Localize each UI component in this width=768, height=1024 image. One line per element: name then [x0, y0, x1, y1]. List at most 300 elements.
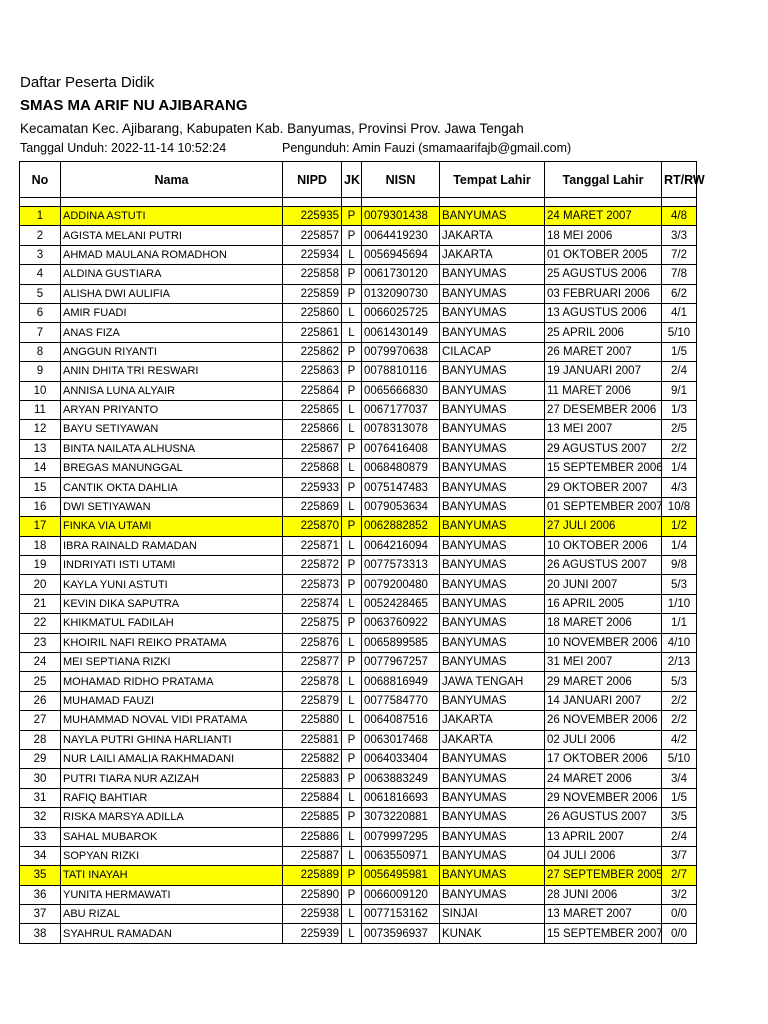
- cell-nama: IBRA RAINALD RAMADAN: [61, 536, 283, 555]
- table-row: [20, 362, 697, 381]
- cell-tanggal-lahir: 27 DESEMBER 2006: [545, 400, 662, 419]
- cell-tanggal-lahir: 24 MARET 2006: [545, 769, 662, 788]
- cell-nipd: 225880: [283, 711, 342, 730]
- cell-no: 28: [20, 730, 61, 749]
- cell-nipd: 225882: [283, 749, 342, 768]
- cell-nama: ANNISA LUNA ALYAIR: [61, 381, 283, 400]
- cell-nipd: 225867: [283, 439, 342, 458]
- cell-jk: L: [342, 497, 362, 516]
- cell-tanggal-lahir: 10 OKTOBER 2006: [545, 536, 662, 555]
- cell-no: 31: [20, 788, 61, 807]
- cell-nama: ALDINA GUSTIARA: [61, 265, 283, 284]
- cell-rt-rw: 0/0: [662, 905, 697, 924]
- cell-jk: P: [342, 885, 362, 904]
- cell-nisn: 0079997295: [362, 827, 440, 846]
- cell-tempat-lahir: CILACAP: [440, 342, 545, 361]
- cell-nama: DWI SETIYAWAN: [61, 497, 283, 516]
- cell-tanggal-lahir: 29 OKTOBER 2007: [545, 478, 662, 497]
- cell-nipd: 225887: [283, 846, 342, 865]
- cell-nisn: 0077153162: [362, 905, 440, 924]
- cell-rt-rw: 2/5: [662, 420, 697, 439]
- cell-tanggal-lahir: 01 OKTOBER 2005: [545, 245, 662, 264]
- cell-nipd: 225859: [283, 284, 342, 303]
- cell-nama: MOHAMAD RIDHO PRATAMA: [61, 672, 283, 691]
- cell-nama: MEI SEPTIANA RIZKI: [61, 652, 283, 671]
- cell-jk: P: [342, 614, 362, 633]
- table-row: [20, 614, 697, 633]
- cell-no: 14: [20, 459, 61, 478]
- cell-nama: MUHAMAD FAUZI: [61, 691, 283, 710]
- cell-jk: L: [342, 536, 362, 555]
- cell-no: 22: [20, 614, 61, 633]
- cell-rt-rw: 5/3: [662, 575, 697, 594]
- cell-nipd: 225860: [283, 303, 342, 322]
- cell-nama: RISKA MARSYA ADILLA: [61, 808, 283, 827]
- cell-tanggal-lahir: 24 MARET 2007: [545, 207, 662, 226]
- cell-jk: P: [342, 362, 362, 381]
- col-header-jk: JK: [342, 162, 362, 198]
- table-row: [20, 459, 697, 478]
- cell-no: 4: [20, 265, 61, 284]
- cell-tanggal-lahir: 26 NOVEMBER 2006: [545, 711, 662, 730]
- cell-nipd: 225933: [283, 478, 342, 497]
- cell-tempat-lahir: BANYUMAS: [440, 788, 545, 807]
- cell-tempat-lahir: BANYUMAS: [440, 420, 545, 439]
- cell-nama: TATI INAYAH: [61, 866, 283, 885]
- cell-jk: P: [342, 749, 362, 768]
- cell-no: 37: [20, 905, 61, 924]
- cell-rt-rw: 0/0: [662, 924, 697, 943]
- cell-rt-rw: 4/1: [662, 303, 697, 322]
- cell-nipd: 225939: [283, 924, 342, 943]
- table-row: [20, 769, 697, 788]
- cell-rt-rw: 6/2: [662, 284, 697, 303]
- page-title: Daftar Peserta Didik: [20, 74, 155, 91]
- cell-tanggal-lahir: 26 AGUSTUS 2007: [545, 556, 662, 575]
- cell-tempat-lahir: BANYUMAS: [440, 459, 545, 478]
- cell-nama: SYAHRUL RAMADAN: [61, 924, 283, 943]
- cell-nama: SAHAL MUBAROK: [61, 827, 283, 846]
- table-row: [20, 827, 697, 846]
- spacer-row: [20, 198, 697, 207]
- cell-nama: KHOIRIL NAFI REIKO PRATAMA: [61, 633, 283, 652]
- cell-nama: AMIR FUADI: [61, 303, 283, 322]
- cell-nisn: 0065899585: [362, 633, 440, 652]
- table-row: [20, 342, 697, 361]
- cell-nama: RAFIQ BAHTIAR: [61, 788, 283, 807]
- cell-tempat-lahir: BANYUMAS: [440, 633, 545, 652]
- table-row: [20, 711, 697, 730]
- cell-jk: L: [342, 924, 362, 943]
- cell-rt-rw: 5/10: [662, 749, 697, 768]
- cell-nama: AGISTA MELANI PUTRI: [61, 226, 283, 245]
- col-header-tempat-lahir: Tempat Lahir: [440, 162, 545, 198]
- cell-tempat-lahir: BANYUMAS: [440, 749, 545, 768]
- cell-jk: P: [342, 207, 362, 226]
- cell-tempat-lahir: BANYUMAS: [440, 323, 545, 342]
- cell-nipd: 225885: [283, 808, 342, 827]
- cell-jk: L: [342, 245, 362, 264]
- table-row: [20, 788, 697, 807]
- cell-rt-rw: 1/5: [662, 342, 697, 361]
- cell-nisn: 0132090730: [362, 284, 440, 303]
- cell-rt-rw: 2/13: [662, 652, 697, 671]
- table-row: [20, 226, 697, 245]
- cell-rt-rw: 4/3: [662, 478, 697, 497]
- col-header-nisn: NISN: [362, 162, 440, 198]
- cell-rt-rw: 3/2: [662, 885, 697, 904]
- cell-jk: L: [342, 303, 362, 322]
- cell-tanggal-lahir: 26 AGUSTUS 2007: [545, 808, 662, 827]
- cell-nama: PUTRI TIARA NUR AZIZAH: [61, 769, 283, 788]
- cell-tanggal-lahir: 03 FEBRUARI 2006: [545, 284, 662, 303]
- cell-nipd: 225871: [283, 536, 342, 555]
- cell-no: 35: [20, 866, 61, 885]
- cell-jk: P: [342, 866, 362, 885]
- cell-nipd: 225878: [283, 672, 342, 691]
- cell-nipd: 225874: [283, 594, 342, 613]
- cell-nisn: 0076416408: [362, 439, 440, 458]
- cell-no: 3: [20, 245, 61, 264]
- cell-rt-rw: 10/8: [662, 497, 697, 516]
- cell-tanggal-lahir: 25 AGUSTUS 2006: [545, 265, 662, 284]
- table-row: [20, 672, 697, 691]
- cell-nipd: 225864: [283, 381, 342, 400]
- cell-jk: P: [342, 769, 362, 788]
- cell-nipd: 225883: [283, 769, 342, 788]
- cell-nisn: 0068816949: [362, 672, 440, 691]
- cell-tempat-lahir: BANYUMAS: [440, 691, 545, 710]
- cell-no: 33: [20, 827, 61, 846]
- table-row: [20, 633, 697, 652]
- cell-no: 25: [20, 672, 61, 691]
- cell-tanggal-lahir: 18 MARET 2006: [545, 614, 662, 633]
- cell-nipd: 225869: [283, 497, 342, 516]
- cell-jk: P: [342, 226, 362, 245]
- cell-tempat-lahir: BANYUMAS: [440, 594, 545, 613]
- cell-nipd: 225862: [283, 342, 342, 361]
- cell-no: 30: [20, 769, 61, 788]
- cell-tanggal-lahir: 11 MARET 2006: [545, 381, 662, 400]
- cell-rt-rw: 2/4: [662, 827, 697, 846]
- cell-tempat-lahir: JAKARTA: [440, 226, 545, 245]
- cell-tempat-lahir: JAKARTA: [440, 245, 545, 264]
- cell-nipd: 225938: [283, 905, 342, 924]
- cell-no: 34: [20, 846, 61, 865]
- cell-jk: P: [342, 439, 362, 458]
- cell-nipd: 225890: [283, 885, 342, 904]
- cell-nama: FINKA VIA UTAMI: [61, 517, 283, 536]
- cell-nisn: 3073220881: [362, 808, 440, 827]
- cell-tempat-lahir: JAWA TENGAH: [440, 672, 545, 691]
- cell-nipd: 225873: [283, 575, 342, 594]
- cell-nisn: 0063017468: [362, 730, 440, 749]
- cell-tanggal-lahir: 26 MARET 2007: [545, 342, 662, 361]
- cell-jk: L: [342, 711, 362, 730]
- cell-tempat-lahir: BANYUMAS: [440, 303, 545, 322]
- cell-tempat-lahir: BANYUMAS: [440, 866, 545, 885]
- cell-nisn: 0052428465: [362, 594, 440, 613]
- col-header-no: No: [20, 162, 61, 198]
- table-row: [20, 691, 697, 710]
- table-row: [20, 594, 697, 613]
- table-row: [20, 381, 697, 400]
- table-row-highlighted: [20, 866, 697, 885]
- cell-nisn: 0079970638: [362, 342, 440, 361]
- cell-jk: P: [342, 381, 362, 400]
- cell-nama: ANIN DHITA TRI RESWARI: [61, 362, 283, 381]
- table-row: [20, 323, 697, 342]
- cell-tempat-lahir: BANYUMAS: [440, 885, 545, 904]
- cell-nipd: 225858: [283, 265, 342, 284]
- cell-no: 15: [20, 478, 61, 497]
- cell-jk: L: [342, 459, 362, 478]
- table-row-highlighted: [20, 517, 697, 536]
- col-header-tanggal-lahir: Tanggal Lahir: [545, 162, 662, 198]
- cell-nisn: 0079053634: [362, 497, 440, 516]
- cell-nipd: 225886: [283, 827, 342, 846]
- table-row: [20, 575, 697, 594]
- cell-no: 8: [20, 342, 61, 361]
- download-date: Tanggal Unduh: 2022-11-14 10:52:24: [20, 141, 227, 155]
- table-row: [20, 924, 697, 943]
- cell-rt-rw: 3/4: [662, 769, 697, 788]
- cell-rt-rw: 9/8: [662, 556, 697, 575]
- cell-nama: KHIKMATUL FADILAH: [61, 614, 283, 633]
- cell-rt-rw: 3/7: [662, 846, 697, 865]
- cell-jk: P: [342, 342, 362, 361]
- cell-rt-rw: 2/2: [662, 711, 697, 730]
- cell-nama: CANTIK OKTA DAHLIA: [61, 478, 283, 497]
- cell-rt-rw: 1/3: [662, 400, 697, 419]
- cell-tanggal-lahir: 13 AGUSTUS 2006: [545, 303, 662, 322]
- table-row: [20, 265, 697, 284]
- cell-tanggal-lahir: 16 APRIL 2005: [545, 594, 662, 613]
- cell-tanggal-lahir: 13 MARET 2007: [545, 905, 662, 924]
- cell-nisn: 0063550971: [362, 846, 440, 865]
- cell-no: 36: [20, 885, 61, 904]
- cell-nama: ANAS FIZA: [61, 323, 283, 342]
- cell-nisn: 0066009120: [362, 885, 440, 904]
- cell-rt-rw: 4/8: [662, 207, 697, 226]
- cell-nisn: 0065666830: [362, 381, 440, 400]
- cell-rt-rw: 4/10: [662, 633, 697, 652]
- cell-no: 9: [20, 362, 61, 381]
- cell-tempat-lahir: BANYUMAS: [440, 362, 545, 381]
- cell-nisn: 0063883249: [362, 769, 440, 788]
- cell-nipd: 225875: [283, 614, 342, 633]
- table-row: [20, 400, 697, 419]
- cell-no: 2: [20, 226, 61, 245]
- cell-no: 29: [20, 749, 61, 768]
- school-name: SMAS MA ARIF NU AJIBARANG: [20, 97, 248, 114]
- cell-rt-rw: 2/2: [662, 691, 697, 710]
- cell-jk: L: [342, 691, 362, 710]
- cell-tempat-lahir: BANYUMAS: [440, 265, 545, 284]
- cell-jk: L: [342, 323, 362, 342]
- cell-nisn: 0077584770: [362, 691, 440, 710]
- cell-tanggal-lahir: 27 SEPTEMBER 2005: [545, 866, 662, 885]
- table-row: [20, 730, 697, 749]
- cell-tanggal-lahir: 17 OKTOBER 2006: [545, 749, 662, 768]
- cell-rt-rw: 5/10: [662, 323, 697, 342]
- cell-rt-rw: 1/10: [662, 594, 697, 613]
- cell-tempat-lahir: BANYUMAS: [440, 381, 545, 400]
- cell-nisn: 0077573313: [362, 556, 440, 575]
- cell-tanggal-lahir: 15 SEPTEMBER 2007: [545, 924, 662, 943]
- cell-tanggal-lahir: 29 NOVEMBER 2006: [545, 788, 662, 807]
- cell-jk: P: [342, 730, 362, 749]
- cell-rt-rw: 3/3: [662, 226, 697, 245]
- cell-nipd: 225889: [283, 866, 342, 885]
- table-header-row: [20, 162, 697, 198]
- table-row: [20, 497, 697, 516]
- cell-nisn: 0079301438: [362, 207, 440, 226]
- cell-nama: BINTA NAILATA ALHUSNA: [61, 439, 283, 458]
- cell-tanggal-lahir: 31 MEI 2007: [545, 652, 662, 671]
- cell-nama: BREGAS MANUNGGAL: [61, 459, 283, 478]
- cell-no: 21: [20, 594, 61, 613]
- cell-no: 20: [20, 575, 61, 594]
- cell-nisn: 0061430149: [362, 323, 440, 342]
- cell-no: 5: [20, 284, 61, 303]
- cell-tanggal-lahir: 18 MEI 2006: [545, 226, 662, 245]
- cell-nisn: 0077967257: [362, 652, 440, 671]
- cell-tempat-lahir: BANYUMAS: [440, 827, 545, 846]
- cell-jk: P: [342, 575, 362, 594]
- cell-tempat-lahir: BANYUMAS: [440, 400, 545, 419]
- cell-tanggal-lahir: 20 JUNI 2007: [545, 575, 662, 594]
- cell-rt-rw: 5/3: [662, 672, 697, 691]
- col-header-rt-rw: RT/RW: [662, 162, 697, 198]
- cell-no: 12: [20, 420, 61, 439]
- cell-nama: ADDINA ASTUTI: [61, 207, 283, 226]
- cell-no: 1: [20, 207, 61, 226]
- cell-jk: P: [342, 517, 362, 536]
- cell-rt-rw: 7/8: [662, 265, 697, 284]
- cell-rt-rw: 1/4: [662, 536, 697, 555]
- cell-no: 13: [20, 439, 61, 458]
- location-line: Kecamatan Kec. Ajibarang, Kabupaten Kab. Banyumas, Provinsi Prov. Jawa Tengah: [20, 121, 524, 136]
- cell-nisn: 0056495981: [362, 866, 440, 885]
- cell-nipd: 225857: [283, 226, 342, 245]
- cell-tempat-lahir: BANYUMAS: [440, 536, 545, 555]
- cell-jk: L: [342, 633, 362, 652]
- cell-nipd: 225861: [283, 323, 342, 342]
- cell-jk: P: [342, 284, 362, 303]
- cell-nipd: 225863: [283, 362, 342, 381]
- cell-jk: L: [342, 400, 362, 419]
- cell-no: 26: [20, 691, 61, 710]
- table-row: [20, 478, 697, 497]
- cell-rt-rw: 1/5: [662, 788, 697, 807]
- cell-nisn: 0062882852: [362, 517, 440, 536]
- cell-nama: ALISHA DWI AULIFIA: [61, 284, 283, 303]
- cell-nama: ABU RIZAL: [61, 905, 283, 924]
- cell-tempat-lahir: BANYUMAS: [440, 846, 545, 865]
- cell-nisn: 0064033404: [362, 749, 440, 768]
- cell-nipd: 225881: [283, 730, 342, 749]
- cell-nipd: 225866: [283, 420, 342, 439]
- cell-nisn: 0075147483: [362, 478, 440, 497]
- cell-tempat-lahir: BANYUMAS: [440, 769, 545, 788]
- cell-nisn: 0061730120: [362, 265, 440, 284]
- cell-jk: L: [342, 827, 362, 846]
- cell-tempat-lahir: JAKARTA: [440, 730, 545, 749]
- cell-nisn: 0073596937: [362, 924, 440, 943]
- cell-tanggal-lahir: 13 MEI 2007: [545, 420, 662, 439]
- table-row: [20, 652, 697, 671]
- cell-nama: ANGGUN RIYANTI: [61, 342, 283, 361]
- cell-jk: P: [342, 556, 362, 575]
- cell-rt-rw: 2/4: [662, 362, 697, 381]
- table-row: [20, 245, 697, 264]
- cell-nipd: 225868: [283, 459, 342, 478]
- cell-tempat-lahir: BANYUMAS: [440, 478, 545, 497]
- cell-nama: INDRIYATI ISTI UTAMI: [61, 556, 283, 575]
- cell-nipd: 225935: [283, 207, 342, 226]
- cell-tempat-lahir: BANYUMAS: [440, 652, 545, 671]
- col-header-nipd: NIPD: [283, 162, 342, 198]
- cell-nama: SOPYAN RIZKI: [61, 846, 283, 865]
- cell-no: 18: [20, 536, 61, 555]
- cell-tempat-lahir: JAKARTA: [440, 711, 545, 730]
- cell-no: 38: [20, 924, 61, 943]
- cell-jk: P: [342, 265, 362, 284]
- table-row: [20, 749, 697, 768]
- cell-tempat-lahir: BANYUMAS: [440, 614, 545, 633]
- cell-tanggal-lahir: 25 APRIL 2006: [545, 323, 662, 342]
- cell-rt-rw: 2/2: [662, 439, 697, 458]
- cell-tanggal-lahir: 28 JUNI 2006: [545, 885, 662, 904]
- cell-nipd: 225934: [283, 245, 342, 264]
- cell-no: 23: [20, 633, 61, 652]
- table-row: [20, 420, 697, 439]
- cell-nipd: 225870: [283, 517, 342, 536]
- cell-jk: L: [342, 594, 362, 613]
- cell-no: 7: [20, 323, 61, 342]
- table-row: [20, 439, 697, 458]
- cell-tempat-lahir: BANYUMAS: [440, 284, 545, 303]
- cell-nisn: 0066025725: [362, 303, 440, 322]
- cell-tanggal-lahir: 01 SEPTEMBER 2007: [545, 497, 662, 516]
- cell-no: 19: [20, 556, 61, 575]
- cell-tanggal-lahir: 15 SEPTEMBER 2006: [545, 459, 662, 478]
- cell-rt-rw: 1/4: [662, 459, 697, 478]
- cell-no: 11: [20, 400, 61, 419]
- cell-nipd: 225879: [283, 691, 342, 710]
- cell-tanggal-lahir: 29 AGUSTUS 2007: [545, 439, 662, 458]
- cell-tanggal-lahir: 27 JULI 2006: [545, 517, 662, 536]
- cell-nama: KAYLA YUNI ASTUTI: [61, 575, 283, 594]
- cell-nisn: 0056945694: [362, 245, 440, 264]
- cell-jk: L: [342, 788, 362, 807]
- cell-tanggal-lahir: 14 JANUARI 2007: [545, 691, 662, 710]
- cell-no: 24: [20, 652, 61, 671]
- cell-jk: L: [342, 905, 362, 924]
- cell-nipd: 225872: [283, 556, 342, 575]
- table-row: [20, 556, 697, 575]
- table-row: [20, 284, 697, 303]
- cell-tempat-lahir: KUNAK: [440, 924, 545, 943]
- table-body: [20, 198, 697, 944]
- cell-nama: YUNITA HERMAWATI: [61, 885, 283, 904]
- student-table: [19, 161, 705, 944]
- cell-tempat-lahir: BANYUMAS: [440, 439, 545, 458]
- cell-tempat-lahir: BANYUMAS: [440, 517, 545, 536]
- table-row: [20, 303, 697, 322]
- cell-nisn: 0063760922: [362, 614, 440, 633]
